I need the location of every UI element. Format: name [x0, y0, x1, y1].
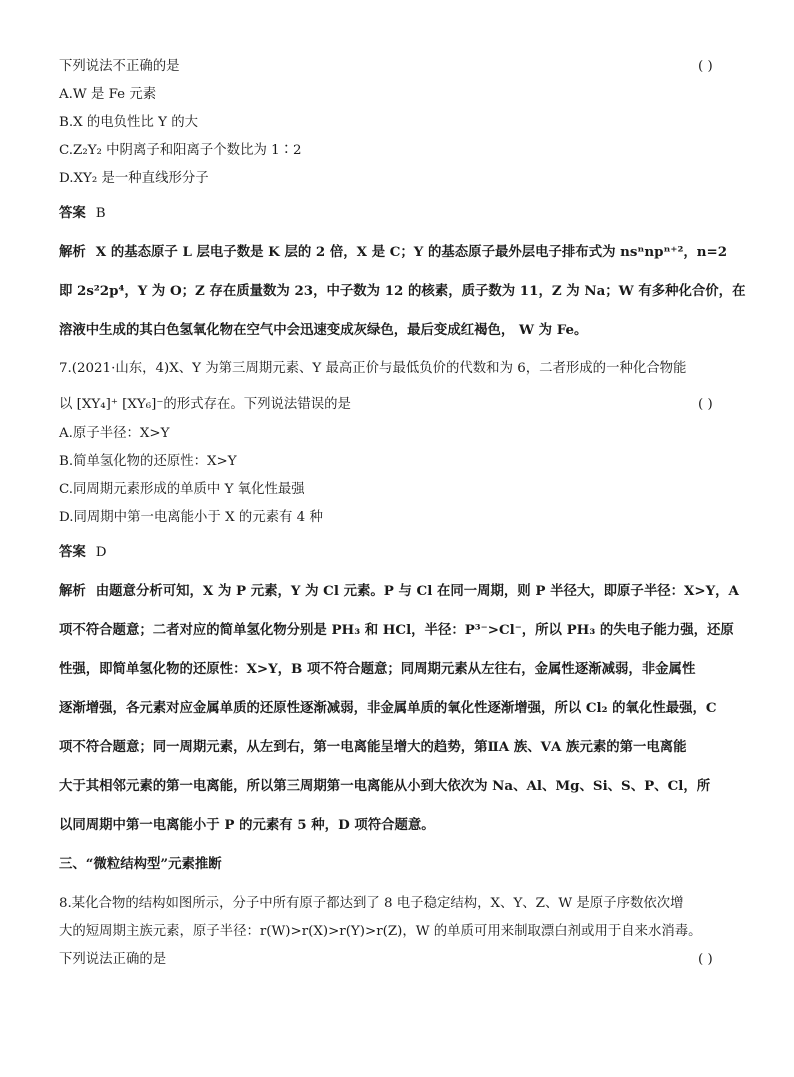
q7-answer-value: D — [95, 545, 107, 560]
q7-stem-line-2: 以 [XY₄]⁺ [XY₆]⁻的形式存在。下列说法错误的是 — [59, 397, 351, 412]
q6-stem: 下列说法不正确的是 — [59, 59, 180, 74]
q6-answer — [59, 204, 106, 223]
q7-answer — [59, 543, 107, 562]
q6-answer-label: 答案 — [59, 205, 86, 221]
q6-analysis-line-1 — [59, 243, 727, 261]
q6-analysis-line-3: 溶液中生成的其白色氢氧化物在空气中会迅速变成灰绿色，最后变成红褐色， W 为 Fe。 — [59, 322, 588, 338]
q7-analysis-line-7: 以同周期中第一电离能小于 P 的元素有 5 种，D 项符合题意。 — [59, 817, 435, 833]
q6-analysis-line-2: 即 2s²2p⁴，Y 为 O；Z 存在质量数为 23，中子数为 12 的核素，质子数为 11，Z 为 Na；W 有多种化合价，在 — [59, 283, 746, 299]
q6-answer-paren: ( ) — [698, 59, 713, 74]
q7-analysis-line-5: 项不符合题意；同一周期元素，从左到右，第一电离能呈增大的趋势，第ⅡA 族、ⅤA 族元素的第一电离能 — [59, 739, 687, 755]
q6-option-a: A.W 是 Fe 元素 — [59, 87, 157, 102]
q8-stem-line-3: 下列说法正确的是 — [59, 952, 167, 967]
q7-option-c: C.同周期元素形成的单质中 Y 氧化性最强 — [59, 482, 305, 497]
q6-analysis-label: 解析 — [59, 244, 86, 260]
q6-option-d: D.XY₂ 是一种直线形分子 — [59, 171, 209, 186]
q7-option-d: D.同周期中第一电离能小于 X 的元素有 4 种 — [59, 510, 323, 525]
section-title: 三、“微粒结构型”元素推断 — [59, 856, 222, 872]
q8-stem-line-2: 大的短周期主族元素，原子半径：r(W)>r(X)>r(Y)>r(Z)，W 的单质可用来制取漂白剂或用于自来水消毒。 — [59, 924, 702, 939]
q6-analysis-text-1: X 的基态原子 L 层电子数是 K 层的 2 倍，X 是 C；Y 的基态原子最外层电子排布式为 nsⁿnpⁿ⁺²，n=2 — [95, 244, 728, 260]
q7-analysis-label: 解析 — [59, 583, 86, 599]
q7-option-a: A.原子半径：X>Y — [59, 426, 170, 441]
q7-stem-line-1: 7.(2021·山东，4)X、Y 为第三周期元素、Y 最高正价与最低负价的代数和为 6，二者形成的一种化合物能 — [59, 361, 687, 376]
q6-answer-value: B — [95, 206, 106, 221]
q8-answer-paren: ( ) — [698, 952, 713, 967]
q7-answer-label: 答案 — [59, 544, 86, 560]
q7-analysis-line-3: 性强，即简单氢化物的还原性：X>Y，B 项不符合题意；同周期元素从左往右，金属性逐渐减弱，非金属性 — [59, 661, 696, 677]
q7-answer-paren: ( ) — [698, 397, 713, 412]
q6-option-b: B.X 的电负性比 Y 的大 — [59, 115, 198, 130]
q7-analysis-line-6: 大于其相邻元素的第一电离能，所以第三周期第一电离能从小到大依次为 Na、Al、Mg、Si、S、P、Cl，所 — [59, 778, 711, 794]
q7-analysis-line-4: 逐渐增强，各元素对应金属单质的还原性逐渐减弱，非金属单质的氧化性逐渐增强，所以 Cl₂ 的氧化性最强，C — [59, 700, 717, 716]
q7-analysis-line-1 — [59, 582, 739, 600]
q7-analysis-line-2: 项不符合题意；二者对应的简单氢化物分别是 PH₃ 和 HCl，半径：P³⁻>Cl⁻，所以 PH₃ 的失电子能力强，还原 — [59, 622, 734, 638]
q7-analysis-text-1: 由题意分析可知，X 为 P 元素，Y 为 Cl 元素。P 与 Cl 在同一周期，则 P 半径大，即原子半径：X>Y，A — [95, 583, 739, 599]
q7-option-b: B.简单氢化物的还原性：X>Y — [59, 454, 237, 469]
q8-stem-line-1: 8.某化合物的结构如图所示，分子中所有原子都达到了 8 电子稳定结构，X、Y、Z、W 是原子序数依次增 — [59, 896, 684, 911]
q6-option-c: C.Z₂Y₂ 中阴离子和阳离子个数比为 1∶2 — [59, 143, 302, 158]
